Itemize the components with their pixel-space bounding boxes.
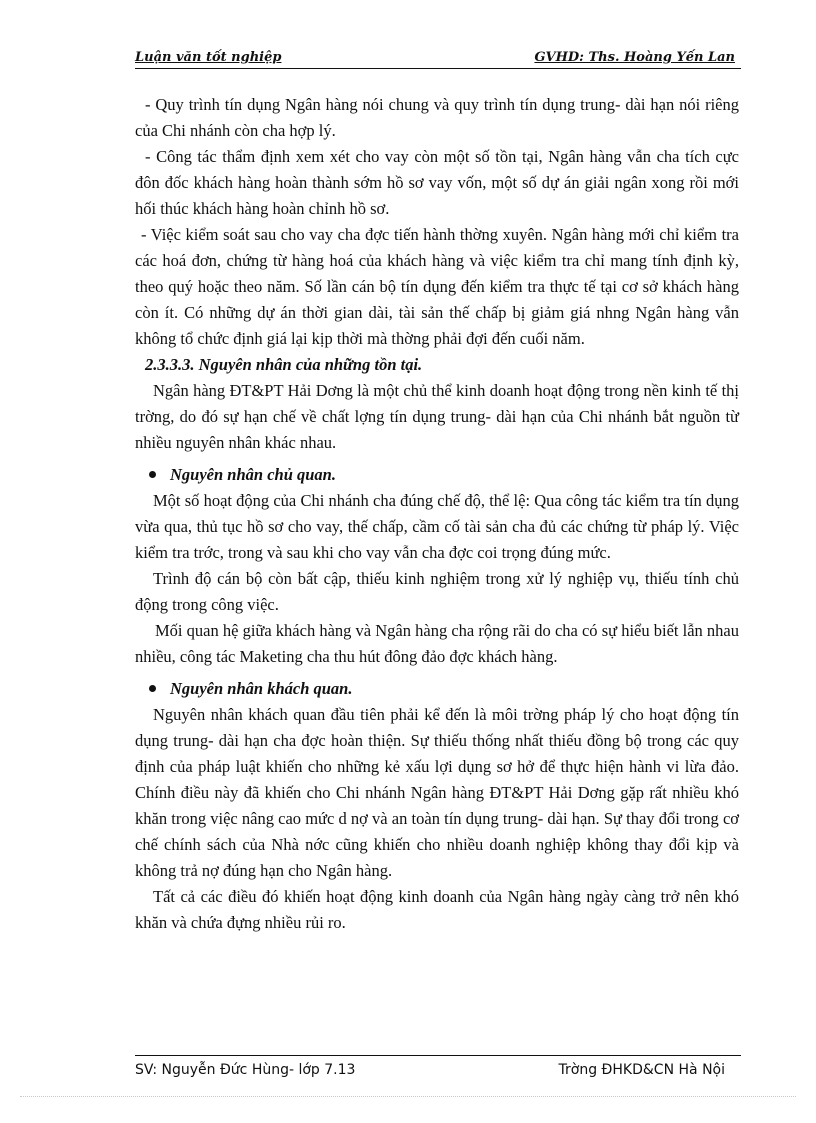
paragraph-objective-1: Nguyên nhân khách quan đầu tiên phải kể đến là môi trờng pháp lý cho hoạt động tín dụng trung- dài hạn cha đợc hoàn thiện. Sự thiếu thống nhất thiếu đồng bộ trong các quy định của pháp luật khiến cho những kẻ xấu lợi dụng sơ hở để thực hiện hành vi lừa đảo. Chính điều này đã khiến cho Chi nhánh Ngân hàng ĐT&PT Hải Dơng gặp rất nhiều khó khăn trong việc nâng cao mức d nợ và an toàn tín dụng trung- dài hạn. Sự thay đổi trong cơ chế chính sách của Nhà nớc cũng khiến cho nhiều doanh nghiệp không thay đổi kịp và không trả nợ đúng hạn cho Ngân hàng. [135, 705, 739, 880]
page-header [135, 50, 741, 69]
bullet-dot-icon [149, 685, 156, 692]
paragraph-subjective-2: Trình độ cán bộ còn bất cập, thiếu kinh nghiệm trong xử lý nghiệp vụ, thiếu tính chủ động trong công việc. [135, 569, 739, 614]
paragraph-appraisal: - Công tác thẩm định xem xét cho vay còn một số tồn tại, Ngân hàng vẫn cha tích cực đôn đốc khách hàng hoàn thành sớm hồ sơ vay vốn, một số dự án giải ngân xong rồi mới hối thúc khách hàng hoàn chỉnh hồ sơ. [135, 147, 739, 218]
paragraph-conclusion: Tất cả các điều đó khiến hoạt động kinh doanh của Ngân hàng ngày càng trở nên khó khăn và chứa đựng nhiều rủi ro. [135, 887, 739, 932]
document-body [135, 92, 739, 936]
bullet-objective-causes [135, 676, 739, 702]
bullet-subjective-label: Nguyên nhân chủ quan. [170, 465, 336, 484]
paragraph-post-loan-control: - Việc kiểm soát sau cho vay cha đợc tiến hành thờng xuyên. Ngân hàng mới chỉ kiểm tra các hoá đơn, chứng từ hàng hoá của khách hàng và việc kiểm tra chỉ mang tính định kỳ, theo quý hoặc theo năm. Số lần cán bộ tín dụng đến kiểm tra thực tế tại cơ sở khách hàng còn ít. Có những dự án thời gian dài, tài sản thế chấp bị giảm giá nhng Ngân hàng vẫn không tổ chức định giá lại kịp thời mà thờng phải đợi đến cuối năm. [135, 225, 739, 348]
bullet-subjective-causes [135, 462, 739, 488]
paragraph-subjective-1: Một số hoạt động của Chi nhánh cha đúng chế độ, thể lệ: Qua công tác kiểm tra tín dụng vừa qua, thủ tục hồ sơ cho vay, thế chấp, cầm cố tài sản cha đủ các chứng từ pháp lý. Việc kiểm tra trớc, trong và sau khi cho vay vẫn cha đợc coi trọng đúng mức. [135, 491, 739, 562]
paragraph-intro-causes: Ngân hàng ĐT&PT Hải Dơng là một chủ thể kinh doanh hoạt động trong nền kinh tế thị trờng, do đó sự hạn chế về chất lợng tín dụng trung- dài hạn của Chi nhánh bắt nguồn từ nhiều nguyên nhân khác nhau. [135, 381, 739, 452]
page-footer [135, 1055, 741, 1082]
header-thesis-label: Luận văn tốt nghiệp [135, 50, 282, 65]
footer-student: SV: Nguyễn Đức Hùng- lớp 7.13 [135, 1062, 356, 1078]
header-supervisor: GVHD: Ths. Hoàng Yến Lan [534, 50, 735, 65]
paragraph-credit-process: - Quy trình tín dụng Ngân hàng nói chung và quy trình tín dụng trung- dài hạn nói riêng của Chi nhánh còn cha hợp lý. [135, 95, 739, 140]
section-heading: 2.3.3.3. Nguyên nhân của những tồn tại. [145, 355, 423, 374]
footer-university: Trờng ĐHKD&CN Hà Nội [558, 1062, 725, 1078]
page-bottom-divider [20, 1096, 796, 1097]
bullet-dot-icon [149, 471, 156, 478]
bullet-objective-label: Nguyên nhân khách quan. [170, 679, 353, 698]
paragraph-subjective-3: Mối quan hệ giữa khách hàng và Ngân hàng cha rộng rãi do cha có sự hiểu biết lẫn nhau nhiều, công tác Maketing cha thu hút đông đảo đợc khách hàng. [135, 621, 739, 666]
